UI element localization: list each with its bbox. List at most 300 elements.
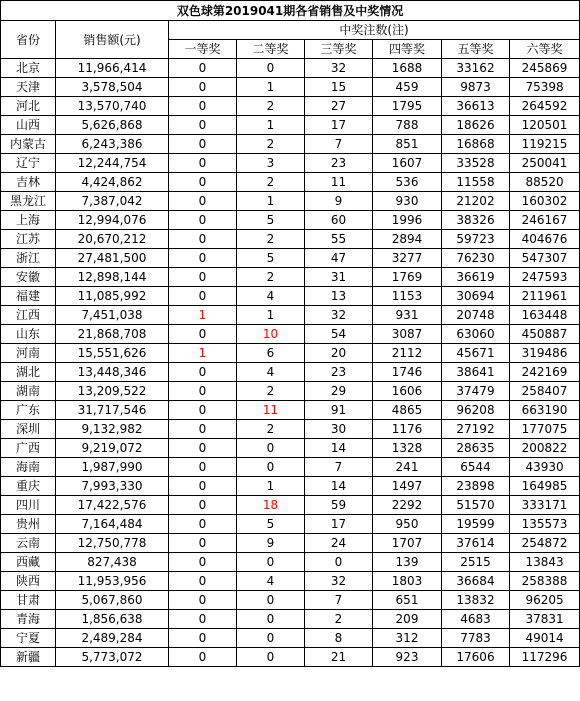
prize-count-cell: 2 bbox=[237, 268, 305, 287]
prize-count-cell: 32 bbox=[305, 306, 373, 325]
table-row bbox=[1, 515, 580, 534]
prize-count-cell: 209 bbox=[373, 610, 442, 629]
prize-count-cell: 28635 bbox=[442, 439, 510, 458]
prize-count-cell: 30 bbox=[305, 420, 373, 439]
prize-count-cell: 6 bbox=[237, 344, 305, 363]
prize-count-cell: 96208 bbox=[442, 401, 510, 420]
sales-cell: 7,993,330 bbox=[56, 477, 169, 496]
winners-header: 中奖注数(注) bbox=[169, 21, 580, 40]
sales-cell: 15,551,626 bbox=[56, 344, 169, 363]
prize-count-cell: 0 bbox=[237, 610, 305, 629]
prize-header-4: 四等奖 bbox=[373, 40, 442, 59]
province-cell: 西藏 bbox=[1, 553, 56, 572]
province-cell: 安徽 bbox=[1, 268, 56, 287]
prize-count-cell: 264592 bbox=[510, 97, 580, 116]
prize-count-cell: 0 bbox=[237, 591, 305, 610]
prize-count-cell: 0 bbox=[169, 230, 237, 249]
prize-count-cell: 47 bbox=[305, 249, 373, 268]
prize-count-cell: 9 bbox=[237, 534, 305, 553]
prize-count-cell: 5 bbox=[237, 211, 305, 230]
prize-count-cell: 3087 bbox=[373, 325, 442, 344]
prize-count-cell: 0 bbox=[169, 249, 237, 268]
prize-count-cell: 1 bbox=[237, 192, 305, 211]
prize-count-cell: 120501 bbox=[510, 116, 580, 135]
prize-count-cell: 2 bbox=[237, 97, 305, 116]
table-row bbox=[1, 648, 580, 667]
prize-count-cell: 2 bbox=[305, 610, 373, 629]
prize-count-cell: 63060 bbox=[442, 325, 510, 344]
prize-count-cell: 211961 bbox=[510, 287, 580, 306]
sales-cell: 9,132,982 bbox=[56, 420, 169, 439]
prize-count-cell: 160302 bbox=[510, 192, 580, 211]
prize-count-cell: 17 bbox=[305, 515, 373, 534]
prize-count-cell: 250041 bbox=[510, 154, 580, 173]
prize-count-cell: 55 bbox=[305, 230, 373, 249]
prize-header-6: 六等奖 bbox=[510, 40, 580, 59]
sales-cell: 12,898,144 bbox=[56, 268, 169, 287]
prize-count-cell: 30694 bbox=[442, 287, 510, 306]
prize-count-cell: 31 bbox=[305, 268, 373, 287]
prize-count-cell: 23898 bbox=[442, 477, 510, 496]
prize-count-cell: 139 bbox=[373, 553, 442, 572]
province-cell: 江西 bbox=[1, 306, 56, 325]
prize-count-cell: 0 bbox=[169, 420, 237, 439]
prize-count-cell: 45671 bbox=[442, 344, 510, 363]
sales-cell: 13,448,346 bbox=[56, 363, 169, 382]
prize-count-cell: 117296 bbox=[510, 648, 580, 667]
province-cell: 河南 bbox=[1, 344, 56, 363]
province-cell: 湖北 bbox=[1, 363, 56, 382]
province-header: 省份 bbox=[1, 21, 56, 59]
province-cell: 吉林 bbox=[1, 173, 56, 192]
prize-count-cell: 0 bbox=[169, 173, 237, 192]
province-cell: 宁夏 bbox=[1, 629, 56, 648]
table-row bbox=[1, 629, 580, 648]
prize-count-cell: 241 bbox=[373, 458, 442, 477]
prize-count-cell: 24 bbox=[305, 534, 373, 553]
prize-count-cell: 0 bbox=[169, 78, 237, 97]
prize-count-cell: 10 bbox=[237, 325, 305, 344]
prize-count-cell: 0 bbox=[169, 154, 237, 173]
table-row bbox=[1, 496, 580, 515]
prize-count-cell: 11 bbox=[305, 173, 373, 192]
province-cell: 黑龙江 bbox=[1, 192, 56, 211]
prize-count-cell: 7 bbox=[305, 591, 373, 610]
prize-count-cell: 14 bbox=[305, 439, 373, 458]
prize-count-cell: 36684 bbox=[442, 572, 510, 591]
table-row bbox=[1, 382, 580, 401]
province-cell: 新疆 bbox=[1, 648, 56, 667]
table-body bbox=[1, 59, 580, 667]
prize-count-cell: 3277 bbox=[373, 249, 442, 268]
prize-count-cell: 59 bbox=[305, 496, 373, 515]
prize-count-cell: 931 bbox=[373, 306, 442, 325]
table-row bbox=[1, 363, 580, 382]
prize-count-cell: 1 bbox=[237, 116, 305, 135]
prize-count-cell: 1328 bbox=[373, 439, 442, 458]
prize-header-5: 五等奖 bbox=[442, 40, 510, 59]
prize-count-cell: 33528 bbox=[442, 154, 510, 173]
table-row bbox=[1, 78, 580, 97]
title-row bbox=[1, 1, 580, 21]
prize-count-cell: 37614 bbox=[442, 534, 510, 553]
sales-cell: 11,953,956 bbox=[56, 572, 169, 591]
sales-cell: 5,067,860 bbox=[56, 591, 169, 610]
province-cell: 天津 bbox=[1, 78, 56, 97]
province-cell: 浙江 bbox=[1, 249, 56, 268]
prize-count-cell: 135573 bbox=[510, 515, 580, 534]
prize-count-cell: 38326 bbox=[442, 211, 510, 230]
sales-cell: 11,085,992 bbox=[56, 287, 169, 306]
prize-count-cell: 0 bbox=[169, 477, 237, 496]
prize-count-cell: 404676 bbox=[510, 230, 580, 249]
table-row bbox=[1, 287, 580, 306]
prize-count-cell: 1 bbox=[237, 306, 305, 325]
prize-count-cell: 13832 bbox=[442, 591, 510, 610]
province-cell: 广西 bbox=[1, 439, 56, 458]
prize-count-cell: 0 bbox=[169, 135, 237, 154]
prize-count-cell: 788 bbox=[373, 116, 442, 135]
prize-count-cell: 2894 bbox=[373, 230, 442, 249]
prize-count-cell: 4 bbox=[237, 287, 305, 306]
province-cell: 福建 bbox=[1, 287, 56, 306]
prize-count-cell: 319486 bbox=[510, 344, 580, 363]
table-row bbox=[1, 97, 580, 116]
sales-cell: 13,570,740 bbox=[56, 97, 169, 116]
prize-count-cell: 6544 bbox=[442, 458, 510, 477]
province-cell: 重庆 bbox=[1, 477, 56, 496]
prize-count-cell: 245869 bbox=[510, 59, 580, 78]
prize-count-cell: 3 bbox=[237, 154, 305, 173]
prize-count-cell: 923 bbox=[373, 648, 442, 667]
prize-count-cell: 75398 bbox=[510, 78, 580, 97]
prize-count-cell: 1707 bbox=[373, 534, 442, 553]
table-row bbox=[1, 268, 580, 287]
prize-count-cell: 2515 bbox=[442, 553, 510, 572]
table-row bbox=[1, 192, 580, 211]
prize-header-1: 一等奖 bbox=[169, 40, 237, 59]
province-cell: 贵州 bbox=[1, 515, 56, 534]
prize-count-cell: 36613 bbox=[442, 97, 510, 116]
prize-count-cell: 0 bbox=[169, 439, 237, 458]
prize-count-cell: 1688 bbox=[373, 59, 442, 78]
prize-count-cell: 43930 bbox=[510, 458, 580, 477]
sales-cell: 21,868,708 bbox=[56, 325, 169, 344]
prize-count-cell: 29 bbox=[305, 382, 373, 401]
prize-count-cell: 930 bbox=[373, 192, 442, 211]
prize-count-cell: 247593 bbox=[510, 268, 580, 287]
sales-cell: 4,424,862 bbox=[56, 173, 169, 192]
province-cell: 甘肃 bbox=[1, 591, 56, 610]
prize-count-cell: 0 bbox=[237, 553, 305, 572]
prize-count-cell: 20 bbox=[305, 344, 373, 363]
prize-count-cell: 7 bbox=[305, 458, 373, 477]
prize-count-cell: 16868 bbox=[442, 135, 510, 154]
table-row bbox=[1, 439, 580, 458]
prize-count-cell: 4865 bbox=[373, 401, 442, 420]
province-cell: 山东 bbox=[1, 325, 56, 344]
sales-cell: 12,750,778 bbox=[56, 534, 169, 553]
prize-count-cell: 21202 bbox=[442, 192, 510, 211]
prize-count-cell: 5 bbox=[237, 249, 305, 268]
province-cell: 河北 bbox=[1, 97, 56, 116]
prize-count-cell: 96205 bbox=[510, 591, 580, 610]
prize-count-cell: 4683 bbox=[442, 610, 510, 629]
prize-count-cell: 49014 bbox=[510, 629, 580, 648]
prize-count-cell: 1795 bbox=[373, 97, 442, 116]
prize-count-cell: 8 bbox=[305, 629, 373, 648]
prize-count-cell: 450887 bbox=[510, 325, 580, 344]
prize-count-cell: 1176 bbox=[373, 420, 442, 439]
sales-cell: 20,670,212 bbox=[56, 230, 169, 249]
province-cell: 山西 bbox=[1, 116, 56, 135]
prize-count-cell: 1 bbox=[237, 477, 305, 496]
prize-count-cell: 163448 bbox=[510, 306, 580, 325]
prize-count-cell: 0 bbox=[169, 496, 237, 515]
prize-count-cell: 9 bbox=[305, 192, 373, 211]
prize-count-cell: 2292 bbox=[373, 496, 442, 515]
prize-count-cell: 246167 bbox=[510, 211, 580, 230]
prize-count-cell: 0 bbox=[169, 629, 237, 648]
table-row bbox=[1, 401, 580, 420]
prize-count-cell: 32 bbox=[305, 59, 373, 78]
sales-cell: 17,422,576 bbox=[56, 496, 169, 515]
prize-count-cell: 0 bbox=[169, 59, 237, 78]
province-cell: 陕西 bbox=[1, 572, 56, 591]
prize-count-cell: 0 bbox=[169, 610, 237, 629]
province-cell: 广东 bbox=[1, 401, 56, 420]
prize-count-cell: 333171 bbox=[510, 496, 580, 515]
header-row-1 bbox=[1, 21, 580, 40]
prize-count-cell: 88520 bbox=[510, 173, 580, 192]
prize-count-cell: 5 bbox=[237, 515, 305, 534]
prize-count-cell: 2 bbox=[237, 173, 305, 192]
prize-count-cell: 37479 bbox=[442, 382, 510, 401]
sales-cell: 1,987,990 bbox=[56, 458, 169, 477]
prize-count-cell: 0 bbox=[169, 363, 237, 382]
sales-cell: 5,773,072 bbox=[56, 648, 169, 667]
province-cell: 湖南 bbox=[1, 382, 56, 401]
table-row bbox=[1, 306, 580, 325]
prize-count-cell: 36619 bbox=[442, 268, 510, 287]
table-row bbox=[1, 458, 580, 477]
prize-count-cell: 59723 bbox=[442, 230, 510, 249]
prize-count-cell: 1996 bbox=[373, 211, 442, 230]
prize-count-cell: 0 bbox=[305, 553, 373, 572]
prize-count-cell: 0 bbox=[237, 59, 305, 78]
prize-count-cell: 0 bbox=[169, 515, 237, 534]
prize-header-2: 二等奖 bbox=[237, 40, 305, 59]
prize-count-cell: 17 bbox=[305, 116, 373, 135]
table-row bbox=[1, 135, 580, 154]
prize-count-cell: 18626 bbox=[442, 116, 510, 135]
prize-count-cell: 18 bbox=[237, 496, 305, 515]
prize-count-cell: 851 bbox=[373, 135, 442, 154]
prize-count-cell: 13843 bbox=[510, 553, 580, 572]
table-row bbox=[1, 154, 580, 173]
prize-count-cell: 312 bbox=[373, 629, 442, 648]
province-cell: 辽宁 bbox=[1, 154, 56, 173]
sales-cell: 13,209,522 bbox=[56, 382, 169, 401]
prize-count-cell: 0 bbox=[169, 553, 237, 572]
prize-count-cell: 459 bbox=[373, 78, 442, 97]
prize-count-cell: 0 bbox=[169, 192, 237, 211]
province-cell: 深圳 bbox=[1, 420, 56, 439]
prize-count-cell: 1 bbox=[169, 306, 237, 325]
prize-count-cell: 51570 bbox=[442, 496, 510, 515]
prize-count-cell: 37831 bbox=[510, 610, 580, 629]
prize-count-cell: 1 bbox=[237, 78, 305, 97]
prize-count-cell: 0 bbox=[169, 116, 237, 135]
prize-count-cell: 254872 bbox=[510, 534, 580, 553]
prize-count-cell: 27 bbox=[305, 97, 373, 116]
table-row bbox=[1, 325, 580, 344]
prize-count-cell: 2 bbox=[237, 135, 305, 154]
sales-cell: 27,481,500 bbox=[56, 249, 169, 268]
table-row bbox=[1, 534, 580, 553]
table-row bbox=[1, 553, 580, 572]
prize-count-cell: 19599 bbox=[442, 515, 510, 534]
prize-count-cell: 177075 bbox=[510, 420, 580, 439]
table-row bbox=[1, 572, 580, 591]
prize-count-cell: 20748 bbox=[442, 306, 510, 325]
prize-count-cell: 11 bbox=[237, 401, 305, 420]
prize-count-cell: 2 bbox=[237, 382, 305, 401]
prize-count-cell: 0 bbox=[237, 648, 305, 667]
table-row bbox=[1, 477, 580, 496]
prize-count-cell: 1769 bbox=[373, 268, 442, 287]
prize-count-cell: 11558 bbox=[442, 173, 510, 192]
prize-count-cell: 32 bbox=[305, 572, 373, 591]
prize-count-cell: 91 bbox=[305, 401, 373, 420]
sales-cell: 12,994,076 bbox=[56, 211, 169, 230]
table-row bbox=[1, 610, 580, 629]
table-row bbox=[1, 230, 580, 249]
prize-count-cell: 663190 bbox=[510, 401, 580, 420]
table-row bbox=[1, 59, 580, 78]
sales-cell: 6,243,386 bbox=[56, 135, 169, 154]
prize-count-cell: 0 bbox=[237, 629, 305, 648]
prize-header-3: 三等奖 bbox=[305, 40, 373, 59]
table-row bbox=[1, 249, 580, 268]
prize-count-cell: 200822 bbox=[510, 439, 580, 458]
prize-count-cell: 76230 bbox=[442, 249, 510, 268]
table-title: 双色球第2019041期各省销售及中奖情况 bbox=[1, 1, 580, 21]
prize-count-cell: 547307 bbox=[510, 249, 580, 268]
prize-count-cell: 2 bbox=[237, 230, 305, 249]
prize-count-cell: 17606 bbox=[442, 648, 510, 667]
prize-count-cell: 950 bbox=[373, 515, 442, 534]
prize-count-cell: 536 bbox=[373, 173, 442, 192]
prize-count-cell: 1153 bbox=[373, 287, 442, 306]
prize-count-cell: 54 bbox=[305, 325, 373, 344]
prize-count-cell: 242169 bbox=[510, 363, 580, 382]
province-cell: 北京 bbox=[1, 59, 56, 78]
table-row bbox=[1, 116, 580, 135]
prize-count-cell: 0 bbox=[169, 211, 237, 230]
sales-cell: 11,966,414 bbox=[56, 59, 169, 78]
prize-count-cell: 0 bbox=[169, 382, 237, 401]
prize-count-cell: 0 bbox=[169, 401, 237, 420]
sales-cell: 7,164,484 bbox=[56, 515, 169, 534]
prize-count-cell: 0 bbox=[169, 325, 237, 344]
prize-count-cell: 13 bbox=[305, 287, 373, 306]
prize-count-cell: 0 bbox=[237, 439, 305, 458]
prize-count-cell: 2 bbox=[237, 420, 305, 439]
table-row bbox=[1, 211, 580, 230]
prize-count-cell: 0 bbox=[169, 458, 237, 477]
province-cell: 四川 bbox=[1, 496, 56, 515]
sales-cell: 2,489,284 bbox=[56, 629, 169, 648]
table-row bbox=[1, 420, 580, 439]
province-cell: 上海 bbox=[1, 211, 56, 230]
prize-count-cell: 119215 bbox=[510, 135, 580, 154]
prize-count-cell: 7783 bbox=[442, 629, 510, 648]
sales-cell: 5,626,868 bbox=[56, 116, 169, 135]
sales-cell: 3,578,504 bbox=[56, 78, 169, 97]
prize-count-cell: 60 bbox=[305, 211, 373, 230]
prize-count-cell: 2112 bbox=[373, 344, 442, 363]
sales-cell: 12,244,754 bbox=[56, 154, 169, 173]
prize-count-cell: 1497 bbox=[373, 477, 442, 496]
sales-cell: 31,717,546 bbox=[56, 401, 169, 420]
prize-count-cell: 38641 bbox=[442, 363, 510, 382]
prize-count-cell: 0 bbox=[169, 591, 237, 610]
prize-count-cell: 4 bbox=[237, 572, 305, 591]
sales-cell: 9,219,072 bbox=[56, 439, 169, 458]
prize-count-cell: 0 bbox=[237, 458, 305, 477]
prize-count-cell: 1803 bbox=[373, 572, 442, 591]
prize-count-cell: 4 bbox=[237, 363, 305, 382]
prize-count-cell: 258407 bbox=[510, 382, 580, 401]
prize-count-cell: 0 bbox=[169, 648, 237, 667]
prize-count-cell: 27192 bbox=[442, 420, 510, 439]
prize-count-cell: 7 bbox=[305, 135, 373, 154]
prize-count-cell: 1746 bbox=[373, 363, 442, 382]
province-cell: 海南 bbox=[1, 458, 56, 477]
prize-count-cell: 33162 bbox=[442, 59, 510, 78]
prize-count-cell: 23 bbox=[305, 154, 373, 173]
prize-count-cell: 0 bbox=[169, 287, 237, 306]
prize-count-cell: 15 bbox=[305, 78, 373, 97]
prize-count-cell: 651 bbox=[373, 591, 442, 610]
table-row bbox=[1, 173, 580, 192]
table-row bbox=[1, 591, 580, 610]
sales-cell: 1,856,638 bbox=[56, 610, 169, 629]
province-cell: 江苏 bbox=[1, 230, 56, 249]
prize-count-cell: 164985 bbox=[510, 477, 580, 496]
table-row bbox=[1, 344, 580, 363]
sales-cell: 827,438 bbox=[56, 553, 169, 572]
prize-count-cell: 9873 bbox=[442, 78, 510, 97]
prize-count-cell: 1607 bbox=[373, 154, 442, 173]
prize-count-cell: 1606 bbox=[373, 382, 442, 401]
province-cell: 内蒙古 bbox=[1, 135, 56, 154]
sales-header: 销售额(元) bbox=[56, 21, 169, 59]
sales-cell: 7,451,038 bbox=[56, 306, 169, 325]
prize-count-cell: 23 bbox=[305, 363, 373, 382]
prize-count-cell: 258388 bbox=[510, 572, 580, 591]
prize-count-cell: 0 bbox=[169, 268, 237, 287]
prize-count-cell: 21 bbox=[305, 648, 373, 667]
prize-count-cell: 0 bbox=[169, 572, 237, 591]
prize-count-cell: 0 bbox=[169, 534, 237, 553]
sales-cell: 7,387,042 bbox=[56, 192, 169, 211]
prize-count-cell: 14 bbox=[305, 477, 373, 496]
province-cell: 青海 bbox=[1, 610, 56, 629]
province-cell: 云南 bbox=[1, 534, 56, 553]
prize-count-cell: 0 bbox=[169, 97, 237, 116]
